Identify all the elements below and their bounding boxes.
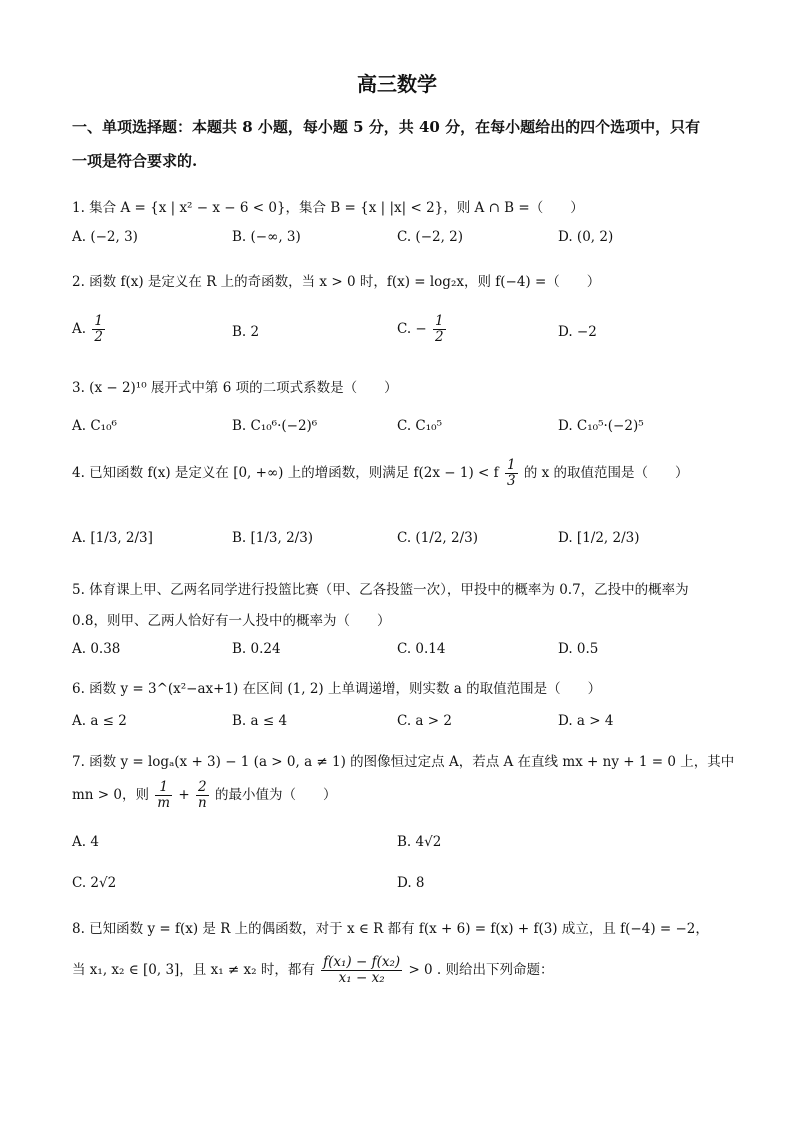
question-4-option-b: B. [1/3, 2/3) — [232, 530, 314, 546]
question-1-stem: 1. 集合 A = {x | x² − x − 6 < 0}，集合 B = {x | |x| < 2}，则 A ∩ B =（ ） — [72, 200, 584, 216]
denominator: 2 — [435, 328, 444, 345]
plus-sign: + — [178, 786, 190, 803]
question-5-stem-line2: 0.8，则甲、乙两人恰好有一人投中的概率为（ ） — [72, 613, 391, 629]
numerator: 1 — [435, 313, 444, 329]
stem-text: 4. 已知函数 f(x) 是定义在 [0, +∞) 上的增函数，则满足 f(2x − 1) < f — [72, 464, 499, 481]
question-3-stem: 3. (x − 2)¹⁰ 展开式中第 6 项的二项式系数是（ ） — [72, 380, 398, 396]
stem-text: > 0 . 则给出下列命题： — [408, 961, 554, 978]
question-3-option-d: D. C₁₀⁵·(−2)⁵ — [558, 418, 644, 434]
question-7-option-a: A. 4 — [72, 834, 99, 850]
numerator: 2 — [196, 780, 209, 796]
fraction — [433, 314, 446, 345]
question-6-option-a: A. a ≤ 2 — [72, 713, 127, 729]
page-title: 高三数学 — [357, 72, 437, 96]
fraction — [321, 955, 402, 986]
stem-text: 当 x₁, x₂ ∈ [0, 3]，且 x₁ ≠ x₂ 时，都有 — [72, 961, 315, 978]
question-1-option-d: D. (0, 2) — [558, 229, 614, 245]
question-3-option-a: A. C₁₀⁶ — [72, 418, 117, 434]
question-2-option-c — [397, 314, 448, 345]
question-1-option-c: C. (−2, 2) — [397, 229, 464, 245]
question-7-option-d: D. 8 — [397, 875, 425, 891]
stem-text: 的 x 的取值范围是（ ） — [523, 464, 689, 481]
question-7-stem-line2 — [72, 780, 337, 811]
option-label: C. − — [397, 320, 427, 337]
numerator: 1 — [94, 313, 103, 329]
question-4-stem — [72, 458, 689, 489]
question-1-option-b: B. (−∞, 3) — [232, 229, 301, 245]
stem-text: mn > 0，则 — [72, 786, 149, 803]
question-8-stem-line1: 8. 已知函数 y = f(x) 是 R 上的偶函数，对于 x ∈ R 都有 f(x + 6) = f(x) + f(3) 成立，且 f(−4) = −2， — [72, 921, 709, 937]
question-5-stem-line1: 5. 体育课上甲、乙两名同学进行投篮比赛（甲、乙各投篮一次），甲投中的概率为 0.7，乙投中的概率为 — [72, 582, 689, 598]
stem-text: 的最小值为（ ） — [215, 786, 337, 803]
question-6-option-b: B. a ≤ 4 — [232, 713, 288, 729]
question-5-option-b: B. 0.24 — [232, 641, 281, 657]
question-1-option-a: A. (−2, 3) — [72, 229, 138, 245]
denominator: 2 — [94, 328, 103, 345]
section-heading-line1: 一、单项选择题：本题共 8 小题，每小题 5 分，共 40 分，在每小题给出的四个选项中，只有 — [72, 118, 701, 136]
question-2-option-a — [72, 314, 107, 345]
option-label: A. — [72, 320, 87, 337]
question-5-option-d: D. 0.5 — [558, 641, 599, 657]
fraction — [92, 314, 105, 345]
question-6-option-d: D. a > 4 — [558, 713, 614, 729]
fraction — [505, 458, 518, 489]
numerator: 1 — [506, 457, 516, 473]
question-7-option-c: C. 2√2 — [72, 875, 117, 891]
question-4-option-c: C. (1/2, 2/3) — [397, 530, 478, 546]
section-heading-line2: 一项是符合要求的. — [72, 152, 198, 170]
question-8-stem-line2 — [72, 955, 554, 986]
question-5-option-c: C. 0.14 — [397, 641, 446, 657]
question-3-option-b: B. C₁₀⁶·(−2)⁶ — [232, 418, 318, 434]
denominator: n — [198, 794, 207, 811]
question-4-option-a: A. [1/3, 2/3] — [72, 530, 153, 546]
fraction — [155, 780, 172, 811]
question-2-stem: 2. 函数 f(x) 是定义在 R 上的奇函数，当 x > 0 时，f(x) = log₂x，则 f(−4) =（ ） — [72, 274, 601, 290]
numerator: f(x₁) − f(x₂) — [323, 954, 401, 970]
question-7-option-b: B. 4√2 — [397, 834, 442, 850]
question-4-option-d: D. [1/2, 2/3) — [558, 530, 640, 546]
question-2-option-b: B. 2 — [232, 324, 260, 340]
question-7-stem-line1: 7. 函数 y = logₐ(x + 3) − 1 (a > 0, a ≠ 1) 的图像恒过定点 A，若点 A 在直线 mx + ny + 1 = 0 上，其中 — [72, 754, 735, 770]
question-3-option-c: C. C₁₀⁵ — [397, 418, 442, 434]
denominator: m — [157, 794, 171, 811]
question-6-stem: 6. 函数 y = 3^(x²−ax+1) 在区间 (1, 2) 上单调递增，则实数 a 的取值范围是（ ） — [72, 681, 602, 697]
question-6-option-c: C. a > 2 — [397, 713, 452, 729]
fraction — [196, 780, 209, 811]
question-5-option-a: A. 0.38 — [72, 641, 121, 657]
numerator: 1 — [155, 780, 172, 796]
denominator: 3 — [506, 472, 516, 489]
question-2-option-d: D. −2 — [558, 324, 597, 340]
denominator: x₁ − x₂ — [338, 969, 385, 986]
